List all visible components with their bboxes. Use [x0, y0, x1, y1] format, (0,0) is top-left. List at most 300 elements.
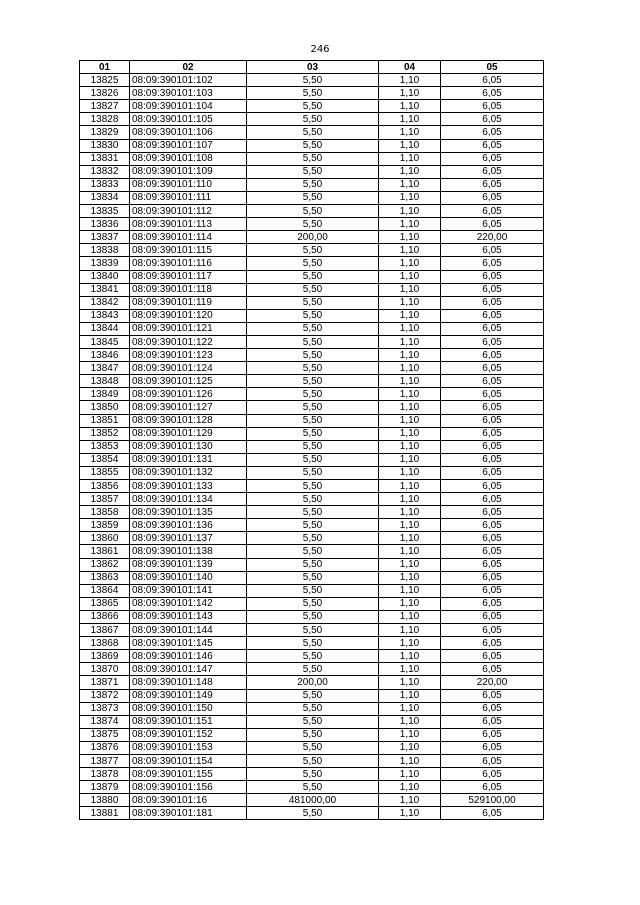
value-05-cell: 6,05: [441, 349, 544, 362]
cadastral-number-cell: 08:09:390101:144: [130, 624, 247, 637]
table-row: [80, 231, 544, 244]
table-header: [80, 61, 544, 74]
table-row: [80, 440, 544, 453]
cadastral-number-cell: 08:09:390101:108: [130, 152, 247, 165]
cadastral-number-cell: 08:09:390101:114: [130, 231, 247, 244]
row-number-cell: 13828: [80, 113, 130, 126]
value-03-cell: 5,50: [247, 152, 379, 165]
value-04-cell: 1,10: [379, 100, 441, 113]
table-row: [80, 205, 544, 218]
cadastral-number-cell: 08:09:390101:123: [130, 349, 247, 362]
value-04-cell: 1,10: [379, 296, 441, 309]
cadastral-number-cell: 08:09:390101:135: [130, 506, 247, 519]
value-04-cell: 1,10: [379, 205, 441, 218]
cadastral-number-cell: 08:09:390101:121: [130, 322, 247, 335]
value-04-cell: 1,10: [379, 139, 441, 152]
value-03-cell: 5,50: [247, 571, 379, 584]
value-04-cell: 1,10: [379, 676, 441, 689]
row-number-cell: 13850: [80, 401, 130, 414]
cadastral-number-cell: 08:09:390101:115: [130, 244, 247, 257]
table-row: [80, 283, 544, 296]
row-number-cell: 13874: [80, 715, 130, 728]
value-05-cell: 6,05: [441, 754, 544, 767]
cadastral-number-cell: 08:09:390101:103: [130, 87, 247, 100]
table-row: [80, 584, 544, 597]
value-05-cell: 6,05: [441, 624, 544, 637]
row-number-cell: 13834: [80, 191, 130, 204]
cadastral-number-cell: 08:09:390101:109: [130, 165, 247, 178]
value-05-cell: 6,05: [441, 270, 544, 283]
row-number-cell: 13830: [80, 139, 130, 152]
value-04-cell: 1,10: [379, 794, 441, 807]
value-03-cell: 200,00: [247, 231, 379, 244]
table-row: [80, 113, 544, 126]
row-number-cell: 13869: [80, 650, 130, 663]
value-04-cell: 1,10: [379, 650, 441, 663]
value-05-cell: 6,05: [441, 610, 544, 623]
value-04-cell: 1,10: [379, 349, 441, 362]
value-03-cell: 5,50: [247, 218, 379, 231]
cadastral-number-cell: 08:09:390101:148: [130, 676, 247, 689]
value-03-cell: 481000,00: [247, 794, 379, 807]
table-row: [80, 388, 544, 401]
table-row: [80, 715, 544, 728]
value-03-cell: 5,50: [247, 401, 379, 414]
value-05-cell: 6,05: [441, 74, 544, 87]
table-row: [80, 768, 544, 781]
value-03-cell: 5,50: [247, 741, 379, 754]
row-number-cell: 13848: [80, 375, 130, 388]
value-05-cell: 6,05: [441, 480, 544, 493]
value-03-cell: 5,50: [247, 480, 379, 493]
row-number-cell: 13852: [80, 427, 130, 440]
value-04-cell: 1,10: [379, 610, 441, 623]
value-04-cell: 1,10: [379, 244, 441, 257]
row-number-cell: 13861: [80, 545, 130, 558]
row-number-cell: 13837: [80, 231, 130, 244]
cadastral-number-cell: 08:09:390101:154: [130, 754, 247, 767]
value-03-cell: 5,50: [247, 624, 379, 637]
value-04-cell: 1,10: [379, 270, 441, 283]
cadastral-number-cell: 08:09:390101:136: [130, 519, 247, 532]
value-03-cell: 5,50: [247, 126, 379, 139]
cadastral-number-cell: 08:09:390101:124: [130, 362, 247, 375]
value-03-cell: 5,50: [247, 663, 379, 676]
row-number-cell: 13845: [80, 335, 130, 348]
value-05-cell: 6,05: [441, 715, 544, 728]
table-row: [80, 571, 544, 584]
value-04-cell: 1,10: [379, 663, 441, 676]
table-row: [80, 597, 544, 610]
cadastral-number-cell: 08:09:390101:112: [130, 205, 247, 218]
value-04-cell: 1,10: [379, 74, 441, 87]
value-04-cell: 1,10: [379, 257, 441, 270]
value-03-cell: 5,50: [247, 597, 379, 610]
value-05-cell: 6,05: [441, 335, 544, 348]
row-number-cell: 13842: [80, 296, 130, 309]
value-04-cell: 1,10: [379, 388, 441, 401]
value-04-cell: 1,10: [379, 728, 441, 741]
cadastral-number-cell: 08:09:390101:116: [130, 257, 247, 270]
value-03-cell: 5,50: [247, 87, 379, 100]
value-04-cell: 1,10: [379, 545, 441, 558]
cadastral-number-cell: 08:09:390101:117: [130, 270, 247, 283]
value-05-cell: 6,05: [441, 152, 544, 165]
value-05-cell: 6,05: [441, 571, 544, 584]
table-row: [80, 754, 544, 767]
table-row: [80, 401, 544, 414]
row-number-cell: 13856: [80, 480, 130, 493]
row-number-cell: 13859: [80, 519, 130, 532]
table-row: [80, 126, 544, 139]
value-03-cell: 5,50: [247, 493, 379, 506]
value-04-cell: 1,10: [379, 178, 441, 191]
value-05-cell: 6,05: [441, 453, 544, 466]
table-row: [80, 781, 544, 794]
cadastral-number-cell: 08:09:390101:141: [130, 584, 247, 597]
cadastral-number-cell: 08:09:390101:155: [130, 768, 247, 781]
value-04-cell: 1,10: [379, 362, 441, 375]
value-04-cell: 1,10: [379, 637, 441, 650]
cadastral-number-cell: 08:09:390101:143: [130, 610, 247, 623]
value-03-cell: 5,50: [247, 584, 379, 597]
value-05-cell: 6,05: [441, 466, 544, 479]
value-03-cell: 5,50: [247, 807, 379, 820]
value-03-cell: 5,50: [247, 427, 379, 440]
table-row: [80, 178, 544, 191]
row-number-cell: 13880: [80, 794, 130, 807]
table-row: [80, 100, 544, 113]
value-04-cell: 1,10: [379, 493, 441, 506]
cadastral-number-cell: 08:09:390101:132: [130, 466, 247, 479]
table-row: [80, 139, 544, 152]
value-03-cell: 5,50: [247, 545, 379, 558]
value-05-cell: 6,05: [441, 100, 544, 113]
value-05-cell: 6,05: [441, 178, 544, 191]
value-04-cell: 1,10: [379, 165, 441, 178]
row-number-cell: 13843: [80, 309, 130, 322]
row-number-cell: 13833: [80, 178, 130, 191]
value-04-cell: 1,10: [379, 427, 441, 440]
cadastral-number-cell: 08:09:390101:122: [130, 335, 247, 348]
value-03-cell: 5,50: [247, 165, 379, 178]
table-row: [80, 519, 544, 532]
row-number-cell: 13862: [80, 558, 130, 571]
row-number-cell: 13846: [80, 349, 130, 362]
value-03-cell: 5,50: [247, 610, 379, 623]
value-05-cell: 6,05: [441, 388, 544, 401]
table-row: [80, 362, 544, 375]
row-number-cell: 13877: [80, 754, 130, 767]
row-number-cell: 13863: [80, 571, 130, 584]
table-row: [80, 466, 544, 479]
value-05-cell: 6,05: [441, 218, 544, 231]
row-number-cell: 13829: [80, 126, 130, 139]
table-row: [80, 74, 544, 87]
cadastral-number-cell: 08:09:390101:153: [130, 741, 247, 754]
row-number-cell: 13866: [80, 610, 130, 623]
value-03-cell: 5,50: [247, 519, 379, 532]
value-04-cell: 1,10: [379, 218, 441, 231]
cadastral-number-cell: 08:09:390101:126: [130, 388, 247, 401]
value-04-cell: 1,10: [379, 480, 441, 493]
header-row: [80, 61, 544, 74]
table-row: [80, 741, 544, 754]
value-05-cell: 6,05: [441, 807, 544, 820]
value-05-cell: 6,05: [441, 506, 544, 519]
data-table: [79, 60, 544, 820]
value-03-cell: 5,50: [247, 100, 379, 113]
value-03-cell: 5,50: [247, 113, 379, 126]
value-05-cell: 6,05: [441, 205, 544, 218]
value-04-cell: 1,10: [379, 466, 441, 479]
cadastral-number-cell: 08:09:390101:129: [130, 427, 247, 440]
table-row: [80, 637, 544, 650]
table-row: [80, 480, 544, 493]
value-05-cell: 6,05: [441, 689, 544, 702]
table-row: [80, 610, 544, 623]
table-body: [80, 74, 544, 820]
row-number-cell: 13827: [80, 100, 130, 113]
value-05-cell: 6,05: [441, 650, 544, 663]
row-number-cell: 13854: [80, 453, 130, 466]
value-05-cell: 6,05: [441, 493, 544, 506]
cadastral-number-cell: 08:09:390101:118: [130, 283, 247, 296]
value-05-cell: 6,05: [441, 257, 544, 270]
row-number-cell: 13836: [80, 218, 130, 231]
value-03-cell: 5,50: [247, 178, 379, 191]
value-05-cell: 6,05: [441, 663, 544, 676]
value-05-cell: 6,05: [441, 440, 544, 453]
value-05-cell: 6,05: [441, 244, 544, 257]
value-05-cell: 6,05: [441, 139, 544, 152]
value-03-cell: 5,50: [247, 728, 379, 741]
row-number-cell: 13865: [80, 597, 130, 610]
value-04-cell: 1,10: [379, 231, 441, 244]
row-number-cell: 13847: [80, 362, 130, 375]
table-row: [80, 414, 544, 427]
value-04-cell: 1,10: [379, 506, 441, 519]
cadastral-number-cell: 08:09:390101:120: [130, 309, 247, 322]
table-row: [80, 663, 544, 676]
value-04-cell: 1,10: [379, 283, 441, 296]
table-row: [80, 493, 544, 506]
row-number-cell: 13858: [80, 506, 130, 519]
value-03-cell: 5,50: [247, 466, 379, 479]
row-number-cell: 13876: [80, 741, 130, 754]
value-04-cell: 1,10: [379, 781, 441, 794]
value-04-cell: 1,10: [379, 401, 441, 414]
value-05-cell: 6,05: [441, 322, 544, 335]
value-05-cell: 6,05: [441, 191, 544, 204]
row-number-cell: 13853: [80, 440, 130, 453]
table-row: [80, 335, 544, 348]
page-number: 246: [310, 44, 330, 55]
value-05-cell: 6,05: [441, 113, 544, 126]
value-03-cell: 5,50: [247, 650, 379, 663]
value-03-cell: 5,50: [247, 296, 379, 309]
value-03-cell: 5,50: [247, 453, 379, 466]
value-04-cell: 1,10: [379, 519, 441, 532]
cadastral-number-cell: 08:09:390101:138: [130, 545, 247, 558]
value-04-cell: 1,10: [379, 113, 441, 126]
value-04-cell: 1,10: [379, 584, 441, 597]
table-row: [80, 427, 544, 440]
value-04-cell: 1,10: [379, 126, 441, 139]
value-03-cell: 5,50: [247, 205, 379, 218]
value-05-cell: 6,05: [441, 375, 544, 388]
row-number-cell: 13879: [80, 781, 130, 794]
value-03-cell: 5,50: [247, 440, 379, 453]
row-number-cell: 13841: [80, 283, 130, 296]
table-row: [80, 375, 544, 388]
value-05-cell: 6,05: [441, 165, 544, 178]
value-03-cell: 5,50: [247, 349, 379, 362]
table-row: [80, 624, 544, 637]
row-number-cell: 13857: [80, 493, 130, 506]
value-04-cell: 1,10: [379, 558, 441, 571]
value-04-cell: 1,10: [379, 741, 441, 754]
row-number-cell: 13878: [80, 768, 130, 781]
value-05-cell: 6,05: [441, 87, 544, 100]
value-04-cell: 1,10: [379, 152, 441, 165]
value-03-cell: 5,50: [247, 270, 379, 283]
column-header-01: 01: [80, 61, 130, 74]
value-03-cell: 5,50: [247, 283, 379, 296]
cadastral-number-cell: 08:09:390101:181: [130, 807, 247, 820]
cadastral-number-cell: 08:09:390101:107: [130, 139, 247, 152]
row-number-cell: 13875: [80, 728, 130, 741]
value-05-cell: 220,00: [441, 676, 544, 689]
value-04-cell: 1,10: [379, 754, 441, 767]
value-05-cell: 6,05: [441, 309, 544, 322]
row-number-cell: 13881: [80, 807, 130, 820]
table-row: [80, 558, 544, 571]
value-03-cell: 5,50: [247, 558, 379, 571]
row-number-cell: 13838: [80, 244, 130, 257]
cadastral-number-cell: 08:09:390101:104: [130, 100, 247, 113]
value-04-cell: 1,10: [379, 440, 441, 453]
table-row: [80, 257, 544, 270]
cadastral-number-cell: 08:09:390101:16: [130, 794, 247, 807]
table-row: [80, 165, 544, 178]
value-05-cell: 6,05: [441, 584, 544, 597]
value-03-cell: 5,50: [247, 322, 379, 335]
column-header-05: 05: [441, 61, 544, 74]
cadastral-number-cell: 08:09:390101:125: [130, 375, 247, 388]
value-05-cell: 6,05: [441, 414, 544, 427]
value-03-cell: 5,50: [247, 532, 379, 545]
row-number-cell: 13871: [80, 676, 130, 689]
row-number-cell: 13870: [80, 663, 130, 676]
value-03-cell: 200,00: [247, 676, 379, 689]
value-04-cell: 1,10: [379, 191, 441, 204]
value-05-cell: 6,05: [441, 401, 544, 414]
cadastral-number-cell: 08:09:390101:147: [130, 663, 247, 676]
value-05-cell: 6,05: [441, 532, 544, 545]
cadastral-number-cell: 08:09:390101:140: [130, 571, 247, 584]
value-03-cell: 5,50: [247, 388, 379, 401]
value-03-cell: 5,50: [247, 715, 379, 728]
row-number-cell: 13840: [80, 270, 130, 283]
cadastral-number-cell: 08:09:390101:105: [130, 113, 247, 126]
value-03-cell: 5,50: [247, 362, 379, 375]
value-05-cell: 6,05: [441, 427, 544, 440]
value-05-cell: 6,05: [441, 545, 544, 558]
value-05-cell: 6,05: [441, 126, 544, 139]
row-number-cell: 13831: [80, 152, 130, 165]
table-row: [80, 296, 544, 309]
value-03-cell: 5,50: [247, 74, 379, 87]
table-row: [80, 322, 544, 335]
value-05-cell: 6,05: [441, 283, 544, 296]
value-03-cell: 5,50: [247, 414, 379, 427]
cadastral-number-cell: 08:09:390101:106: [130, 126, 247, 139]
value-05-cell: 6,05: [441, 519, 544, 532]
value-03-cell: 5,50: [247, 754, 379, 767]
row-number-cell: 13825: [80, 74, 130, 87]
table-row: [80, 545, 544, 558]
table-row: [80, 650, 544, 663]
value-04-cell: 1,10: [379, 689, 441, 702]
value-04-cell: 1,10: [379, 807, 441, 820]
row-number-cell: 13844: [80, 322, 130, 335]
value-04-cell: 1,10: [379, 453, 441, 466]
value-04-cell: 1,10: [379, 335, 441, 348]
value-03-cell: 5,50: [247, 375, 379, 388]
cadastral-number-cell: 08:09:390101:110: [130, 178, 247, 191]
value-03-cell: 5,50: [247, 637, 379, 650]
cadastral-number-cell: 08:09:390101:134: [130, 493, 247, 506]
table-row: [80, 728, 544, 741]
value-05-cell: 6,05: [441, 362, 544, 375]
cadastral-number-cell: 08:09:390101:102: [130, 74, 247, 87]
row-number-cell: 13832: [80, 165, 130, 178]
cadastral-number-cell: 08:09:390101:127: [130, 401, 247, 414]
value-04-cell: 1,10: [379, 87, 441, 100]
cadastral-number-cell: 08:09:390101:128: [130, 414, 247, 427]
cadastral-number-cell: 08:09:390101:131: [130, 453, 247, 466]
row-number-cell: 13851: [80, 414, 130, 427]
table-row: [80, 152, 544, 165]
table-row: [80, 506, 544, 519]
value-04-cell: 1,10: [379, 597, 441, 610]
table-row: [80, 309, 544, 322]
table-row: [80, 87, 544, 100]
value-03-cell: 5,50: [247, 689, 379, 702]
table-row: [80, 689, 544, 702]
value-05-cell: 6,05: [441, 558, 544, 571]
value-03-cell: 5,50: [247, 335, 379, 348]
cadastral-number-cell: 08:09:390101:130: [130, 440, 247, 453]
table-row: [80, 191, 544, 204]
row-number-cell: 13867: [80, 624, 130, 637]
value-03-cell: 5,50: [247, 139, 379, 152]
row-number-cell: 13826: [80, 87, 130, 100]
table-row: [80, 218, 544, 231]
value-04-cell: 1,10: [379, 375, 441, 388]
row-number-cell: 13860: [80, 532, 130, 545]
value-03-cell: 5,50: [247, 309, 379, 322]
table-row: [80, 532, 544, 545]
cadastral-number-cell: 08:09:390101:151: [130, 715, 247, 728]
value-03-cell: 5,50: [247, 244, 379, 257]
cadastral-number-cell: 08:09:390101:137: [130, 532, 247, 545]
value-05-cell: 6,05: [441, 781, 544, 794]
row-number-cell: 13868: [80, 637, 130, 650]
row-number-cell: 13873: [80, 702, 130, 715]
cadastral-number-cell: 08:09:390101:145: [130, 637, 247, 650]
